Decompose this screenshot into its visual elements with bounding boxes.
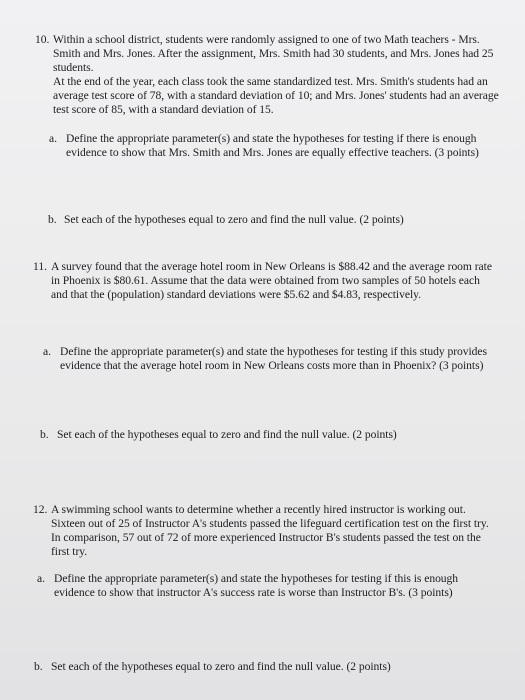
part-text-line: Define the appropriate parameter(s) and state the hypotheses for testing if this is enough bbox=[54, 572, 459, 585]
part-text-line: evidence to show that instructor A's success rate is worse than Instructor B's. (3 points) bbox=[54, 586, 453, 599]
problem-text-line: and that the (population) standard deviations were $5.62 and $4.83, respectively. bbox=[51, 288, 421, 301]
part-text-line: Set each of the hypotheses equal to zero and find the null value. (2 points) bbox=[64, 213, 404, 226]
problem-text-line: test score of 85, with a standard deviation of 15. bbox=[53, 103, 274, 116]
problem-text-line: Within a school district, students were randomly assigned to one of two Math teachers - Mrs. bbox=[53, 33, 480, 46]
part-text-line: Set each of the hypotheses equal to zero and find the null value. (2 points) bbox=[51, 660, 391, 673]
part-text-line: Define the appropriate parameter(s) and state the hypotheses for testing if there is enough bbox=[66, 132, 477, 145]
part-label: a. bbox=[43, 345, 51, 358]
problem-text-line: Sixteen out of 25 of Instructor A's students passed the lifeguard certification test on the first try. bbox=[51, 517, 489, 530]
problem-text-line: In comparison, 57 out of 72 of more experienced Instructor B's students passed the test on the bbox=[51, 531, 481, 544]
problem-text-line: first try. bbox=[51, 545, 88, 558]
problem-number: 10. bbox=[35, 33, 50, 46]
part-label: b. bbox=[40, 428, 49, 441]
problem-text-line: A swimming school wants to determine whether a recently hired instructor is working out. bbox=[51, 503, 466, 516]
problem-text-line: average test score of 78, with a standard deviation of 10; and Mrs. Jones' students had an average bbox=[53, 89, 499, 102]
part-text-line: Define the appropriate parameter(s) and state the hypotheses for testing if this study provides bbox=[60, 345, 487, 358]
part-label: a. bbox=[37, 572, 45, 585]
part-text-line: evidence to show that Mrs. Smith and Mrs. Jones are equally effective teachers. (3 points) bbox=[66, 146, 479, 159]
problem-text-line: At the end of the year, each class took the same standardized test. Mrs. Smith's students had an bbox=[53, 75, 488, 88]
problem-text-line: A survey found that the average hotel room in New Orleans is $88.42 and the average room rate bbox=[51, 260, 492, 273]
problem-text-line: students. bbox=[53, 61, 94, 74]
problem-text-line: in Phoenix is $80.61. Assume that the data were obtained from two samples of 50 hotels each bbox=[51, 274, 480, 287]
problem-number: 11. bbox=[33, 260, 47, 273]
part-text-line: evidence that the average hotel room in New Orleans costs more than in Phoenix? (3 points) bbox=[60, 359, 484, 372]
part-label: a. bbox=[49, 132, 57, 145]
part-label: b. bbox=[34, 660, 43, 673]
problem-text-line: Smith and Mrs. Jones. After the assignment, Mrs. Smith had 30 students, and Mrs. Jones had 25 bbox=[53, 47, 494, 60]
part-label: b. bbox=[48, 213, 57, 226]
part-text-line: Set each of the hypotheses equal to zero and find the null value. (2 points) bbox=[57, 428, 397, 441]
problem-number: 12. bbox=[33, 503, 48, 516]
